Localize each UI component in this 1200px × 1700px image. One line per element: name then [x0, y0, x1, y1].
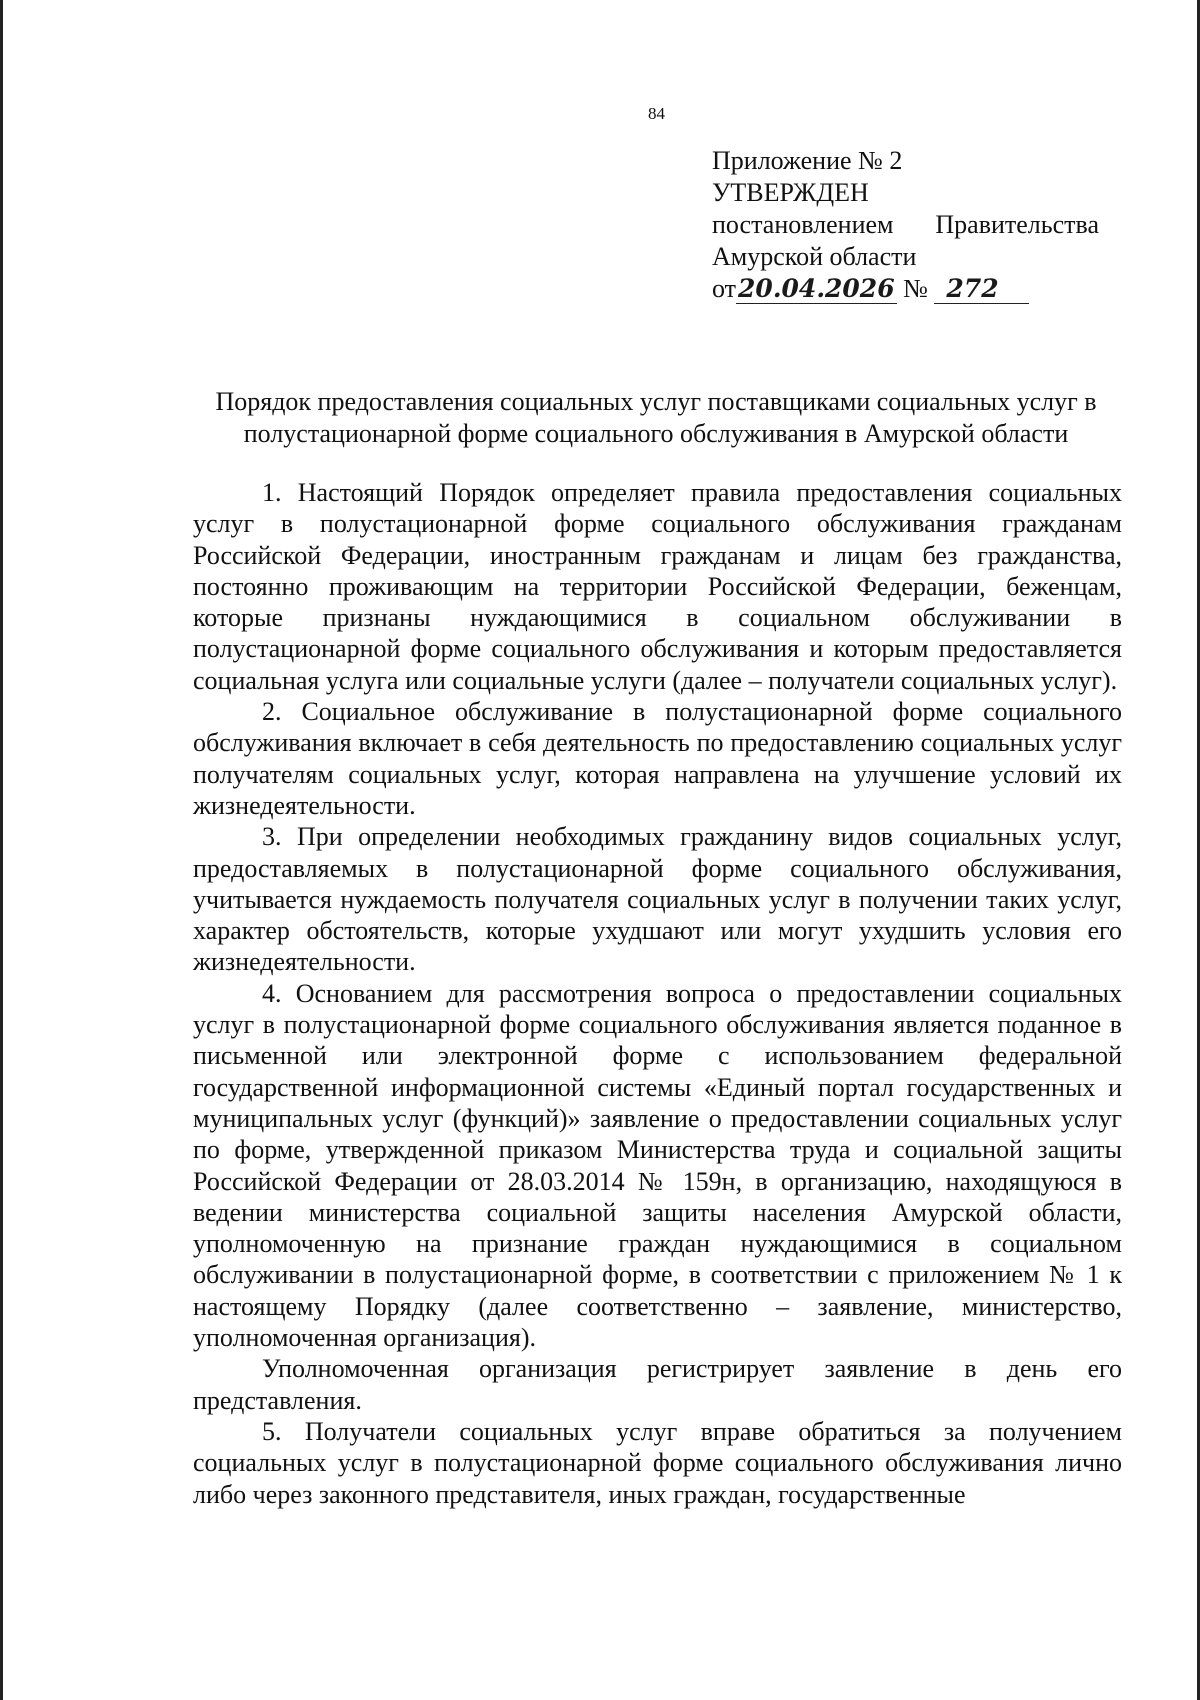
handwritten-date: 20.04.2026 [738, 274, 895, 303]
paragraph-1: 1. Настоящий Порядок определяет правила предоставления социальных услуг в полустационарной форме социального обслуживания гражданам Российской Федерации, иностранным гражданам и лицам без гражданства, постоянно проживающим на территории Российской Федерации, беженцам, которые признаны нуждающимися в социальном обслуживании в полустационарной форме социального обслуживания и которым предоставляется социальная услуга или социальные услуги (далее – получатели социальных услуг). [193, 478, 1122, 695]
approval-block [712, 145, 1112, 305]
document-title [190, 386, 1122, 450]
region-label: Амурской области [712, 242, 917, 271]
paragraph-2: 2. Социальное обслуживание в полустационарной форме социального обслуживания включает в себя деятельность по предоставлению социальных услуг получателям социальных услуг, которая направлена на улучшение условий их жизнедеятельности. [193, 697, 1122, 820]
resolution-word: постановлением [712, 210, 894, 239]
number-label: № [903, 274, 928, 303]
document-body [193, 477, 1122, 1510]
handwritten-number: 272 [934, 275, 1028, 304]
paragraph-4: 4. Основанием для рассмотрения вопроса о предоставлении социальных услуг в полустационарной форме социального обслуживания является поданное в письменной или электронной форме с использованием федеральной государственной информационной системы «Единый портал государственных и муниципальных услуг (функций)» заявление о предоставлении социальных услуг по форме, утвержденной приказом Министерства труда и социальной защиты Российской Федерации от 28.03.2014 № 159н, в организацию, находящуюся в ведении министерства социальной защиты населения Амурской области, уполномоченную на признание граждан нуждающимися в социальном обслуживании в полустационарной форме, в соответствии с приложением № 1 к настоящему Порядку (далее соответственно – заявление, министерство, уполномоченная организация). [193, 978, 1122, 1353]
title-line-2: полустационарной форме социального обслуживания в Амурской области [243, 419, 1069, 448]
scan-edge-left [0, 0, 3, 1700]
paragraph-5: 5. Получатели социальных услуг вправе обратиться за получением социальных услуг в полустационарной форме социального обслуживания лично либо через законного представителя, иных граждан, государственные [193, 1416, 1122, 1509]
appendix-label: Приложение № 2 [712, 146, 903, 175]
paragraph-4-registration: Уполномоченная организация регистрирует заявление в день его представления. [193, 1354, 1122, 1415]
title-line-1: Порядок предоставления социальных услуг поставщиками социальных услуг в [215, 387, 1097, 416]
resolution-line [712, 209, 1099, 241]
from-label: от [712, 274, 737, 303]
date-number-line [712, 273, 1112, 305]
page-number: 84 [648, 104, 665, 123]
paragraph-3: 3. При определении необходимых гражданину видов социальных услуг, предоставляемых в полустационарной форме социального обслуживания, учитывается нуждаемость получателя социальных услуг в получении таких услуг, характер обстоятельств, которые ухудшают или могут ухудшить условия его жизнедеятельности. [193, 822, 1122, 977]
approved-label: УТВЕРЖДЕН [712, 178, 869, 207]
government-word: Правительства [935, 210, 1099, 239]
